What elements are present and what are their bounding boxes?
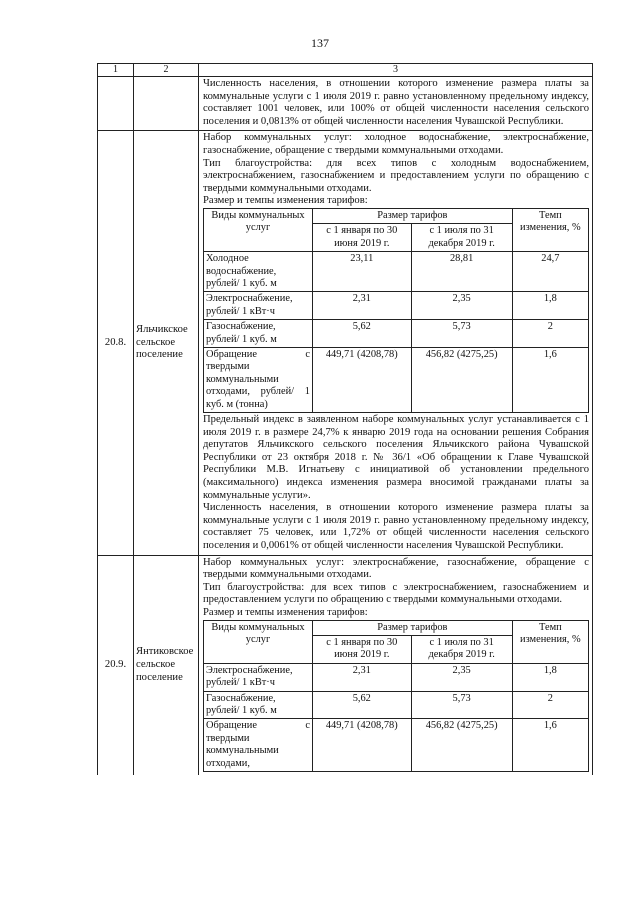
row-number-cell — [98, 77, 134, 130]
column-header-row — [98, 63, 592, 77]
header-change-rate: Темп изменения, % — [512, 208, 588, 251]
table-row — [204, 252, 589, 292]
tariff-period-1: 449,71 (4208,78) — [313, 348, 412, 413]
services-set-paragraph: Набор коммунальных услуг: холодное водоснабжение, электроснабжение, газоснабжение, обращение с твердыми коммунальными отходами. — [203, 132, 589, 156]
tariff-period-1: 2,31 — [313, 663, 412, 691]
service-name: Электроснабжение, рублей/ 1 кВт·ч — [204, 292, 313, 320]
column-header-2: 2 — [134, 64, 199, 76]
header-change-rate: Темп изменения, % — [512, 620, 588, 663]
tariff-table — [203, 208, 589, 413]
rates-caption: Размер и темпы изменения тарифов: — [203, 195, 368, 207]
tariff-period-2: 28,81 — [411, 252, 512, 292]
header-period-1: с 1 января по 30 июня 2019 г. — [313, 635, 412, 663]
column-header-3: 3 — [393, 64, 398, 75]
table-row — [204, 320, 589, 348]
tariff-period-1: 449,71 (4208,78) — [313, 719, 412, 772]
improvement-type-paragraph: Тип благоустройства: для всех типов с холодным водоснабжением, электроснабжением, газоснабжением и предоставлением услуги по обращению с твердыми коммунальными отходами. — [203, 157, 589, 194]
tariff-period-1: 2,31 — [313, 292, 412, 320]
header-service-kind: Виды коммунальных услуг — [204, 620, 313, 663]
header-period-1: с 1 января по 30 июня 2019 г. — [313, 224, 412, 252]
service-name: Электроснабжение, рублей/ 1 кВт·ч — [204, 663, 313, 691]
table-header-row — [204, 208, 589, 223]
column-header-1: 1 — [98, 64, 134, 76]
improvement-type-paragraph: Тип благоустройства: для всех типов с электроснабжением, газоснабжением и предоставлением услуги по обращению с твердыми коммунальными отходами. — [203, 581, 589, 606]
change-rate: 2 — [512, 691, 588, 719]
settlement-cell — [134, 77, 199, 130]
services-set-paragraph: Набор коммунальных услуг: электроснабжение, газоснабжение, обращение с твердыми коммунальными отходами. — [203, 556, 589, 581]
change-rate: 24,7 — [512, 252, 588, 292]
tariff-period-2: 456,82 (4275,25) — [411, 348, 512, 413]
service-name: Холодное водоснабжение, рублей/ 1 куб. м — [204, 252, 313, 292]
population-paragraph: Численность населения, в отношении которого изменение размера платы за коммунальные услуги с 1 июля 2019 г. равно установленному предельному индексу, составляет 75 человек, или 1,72% от общей численности населения сельского поселения и 0,0061% от общей численности населения Чувашской Республики. — [203, 502, 589, 551]
table-row — [204, 691, 589, 719]
tariff-period-1: 5,62 — [313, 691, 412, 719]
tariff-period-2: 5,73 — [411, 691, 512, 719]
tariff-period-2: 2,35 — [411, 292, 512, 320]
description-cell — [199, 556, 592, 775]
change-rate: 1,6 — [512, 348, 588, 413]
row-number: 20.8. — [98, 131, 134, 554]
settlement-name: Янтиковское сельское поселение — [134, 556, 199, 775]
tariff-period-2: 456,82 (4275,25) — [411, 719, 512, 772]
table-header-row — [204, 620, 589, 635]
settlement-name: Яльчикское сельское поселение — [134, 131, 199, 554]
continuation-row — [98, 77, 592, 131]
limit-index-paragraph: Предельный индекс в заявленном наборе коммунальных услуг устанавливается с 1 июля 2019 г. в размере 24,7% к январю 2019 года на основании решения Собрания депутатов Яльчикского сельского поселения Яльчикского района Чувашской Республики от 23 октября 2018 г. № 36/1 «Об обращении к Главе Чувашской Республики М.В. Игнатьеву с инициативой об установлении предельного (максимального) индекса изменения размера вносимой гражданами платы за коммунальные услуги». — [203, 414, 589, 501]
change-rate: 1,8 — [512, 292, 588, 320]
section-row-20-9 — [98, 556, 592, 775]
tariff-period-1: 5,62 — [313, 320, 412, 348]
rates-caption: Размер и темпы изменения тарифов: — [203, 606, 368, 618]
section-row-20-8 — [98, 131, 592, 555]
tariff-table — [203, 620, 589, 772]
header-tariff-size: Размер тарифов — [313, 620, 513, 635]
table-row — [204, 292, 589, 320]
service-name: Газоснабжение, рублей/ 1 куб. м — [204, 320, 313, 348]
change-rate: 1,6 — [512, 719, 588, 772]
population-paragraph: Численность населения, в отношении которого изменение размера платы за коммунальные услуги с 1 июля 2019 г. равно установленному предельному индексу, составляет 1001 человек, или 100% от общей численности населения сельского поселения и 0,0813% от общей численности населения Чувашской Республики. — [203, 78, 589, 127]
header-period-2: с 1 июля по 31 декабря 2019 г. — [411, 635, 512, 663]
tariff-period-2: 5,73 — [411, 320, 512, 348]
service-name: Обращение с твердыми коммунальными отходами, рублей/ 1 куб. м (тонна) — [204, 348, 313, 413]
change-rate: 2 — [512, 320, 588, 348]
header-tariff-size: Размер тарифов — [313, 208, 513, 223]
table-row — [204, 663, 589, 691]
service-name: Обращение с твердыми коммунальными отходами, — [204, 719, 313, 772]
row-number: 20.9. — [98, 556, 134, 775]
tariff-period-2: 2,35 — [411, 663, 512, 691]
table-row — [204, 348, 589, 413]
description-cell — [199, 77, 592, 130]
header-period-2: с 1 июля по 31 декабря 2019 г. — [411, 224, 512, 252]
header-service-kind: Виды коммунальных услуг — [204, 208, 313, 251]
page-number: 137 — [311, 36, 329, 50]
service-name: Газоснабжение, рублей/ 1 куб. м — [204, 691, 313, 719]
description-cell — [199, 131, 592, 554]
document-table — [97, 63, 593, 775]
table-row — [204, 719, 589, 772]
change-rate: 1,8 — [512, 663, 588, 691]
tariff-period-1: 23,11 — [313, 252, 412, 292]
